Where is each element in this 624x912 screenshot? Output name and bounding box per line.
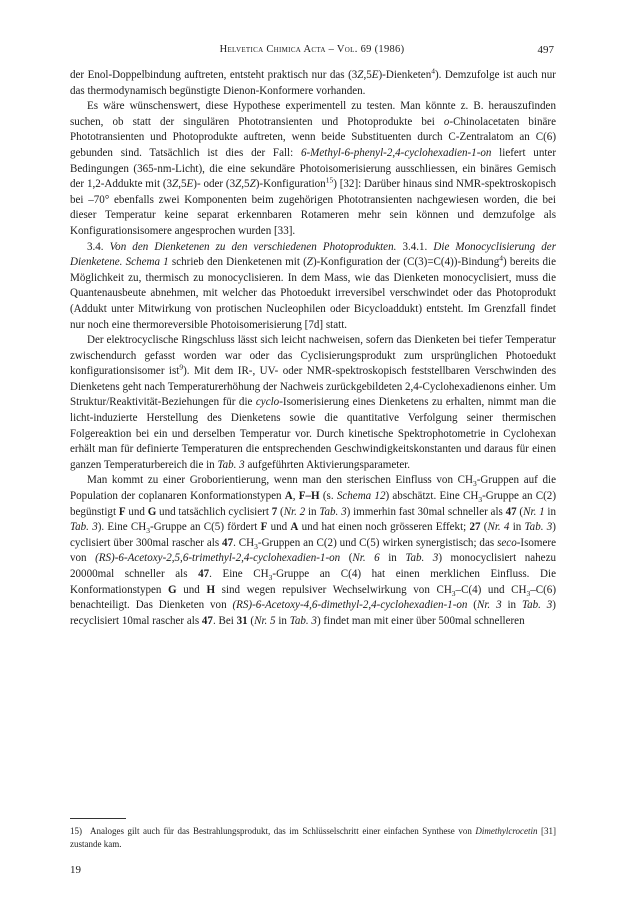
body-text — [70, 68, 556, 629]
paragraph: Es wäre wünschenswert, diese Hypothese experimentell zu testen. Man könnte z. B. herauszufinden suchen, ob statt der singulären Phototransienten und Photoprodukte bei o-Chinolacetaten binäre Phototransienten und Photoprodukte auftreten, wenn beide Substituenten durch C-Zentralatom an C(6) gebunden sind. Tatsächlich ist dies der Fall: 6-Methyl-6-phenyl-2,4-cyclohexadien-1-on liefert unter Bedingungen (365-nm-Licht), die eine sekundäre Photoisomerisierung ausschliessen, ein binäres Gemisch der 1,2-Addukte mit (3Z,5E)- oder (3Z,5Z)-Konfiguration$^{15}$) [32]: Darüber hinaus sind NMR-spektroskopisch bei –70° ebenfalls zwei Komponenten beim zugehörigen Phototransienten nachgewiesen worden, die bei dieser Temperatur keine separat erkennbaren Rotameren mehr sein können und demzufolge als Konfigurationsisomere angesprochen wurden [33]. — [70, 100, 557, 237]
page-number: 497 — [537, 44, 554, 56]
running-head: Helvetica Chimica Acta – Vol. 69 (1986) — [219, 44, 405, 55]
paragraph: Der elektrocyclische Ringschluss lässt sich leicht nachweisen, sofern das Dienketen bei tiefer Temperatur zwischendurch gefasst worden war oder das Cyclisierungsprodukt zum ursprünglichen Photoedukt konfigurationsisomer ist$^9$). Mit dem IR-, UV- oder NMR-spektroskopisch feststellbaren Verschwinden des Dienketens geht nach Temperaturerhöhung der Nachweis zurückgebildeten 2,4-Cyclohexadienons einher. Um Struktur/Reaktivität-Beziehungen für die cyclo-Isomerisierung eines Dienketens zu erhalten, nimmt man die licht-induzierte Herstellung des Dienketens sowie die quantitative Verfolgung seiner thermischen Folgereaktion bei ein und derselben Temperatur vor. Durch kinetische Spektrophotometrie in Cyclohexan erhält man für definierte Temperaturen die entsprechenden Geschwindigkeitskonstanten und daraus für einen ganzen Temperaturbereich die in Tab. 3 aufgeführten Aktivierungsparameter. — [70, 334, 557, 471]
footnote-marker: 15) — [70, 826, 82, 836]
page-header — [70, 44, 554, 58]
paragraph: der Enol-Doppelbindung auftreten, entsteht praktisch nur das (3Z,5E)-Dienketen$^4$). Demzufolge ist auch nur das thermodynamisch begünstigte Dienon-Konformere vorhanden. — [70, 66, 556, 97]
paragraph: Man kommt zu einer Groborientierung, wenn man den sterischen Einfluss von $CH_3$-Gruppen auf die Population der coplanaren Konformationstypen A, F–H (s. Schema 12) abschätzt. Eine $CH_3$-Gruppe an C(2) begünstigt F und G und tatsächlich cyclisiert 7 (Nr. 2 in Tab. 3) immerhin fast 30mal schneller als 47 (Nr. 1 in Tab. 3). Eine $CH_3$-Gruppe an C(5) fördert F und A und hat einen noch grösseren Effekt; 27 (Nr. 4 in Tab. 3) cyclisiert über 300mal rascher als 47. $CH_3$-Gruppen an C(2) und C(5) wirken synergistisch; das seco-Isomere von (RS)-6-Acetoxy-2,5,6-trimethyl-2,4-cyclohexadien-1-on (Nr. 6 in Tab. 3) monocyclisiert nahezu 20000mal schneller als 47. Eine $CH_3$-Gruppe an C(4) hat einen merklichen Einfluss. Die Konformationstypen G und H sind wegen repulsiver Wechselwirkung von $CH_3-C(4)$ und $CH_3-C(6)$ benachteiligt. Das Dienketen von (RS)-6-Acetoxy-4,6-dimethyl-2,4-cyclohexadien-1-on (Nr. 3 in Tab. 3) recyclisiert 10mal rascher als 47. Bei 31 (Nr. 5 in Tab. 3) findet man mit einer über 500mal schnelleren — [70, 474, 557, 627]
footnote — [70, 825, 556, 850]
footnote-divider — [70, 818, 126, 819]
footnote-text: Analoges gilt auch für das Bestrahlungsprodukt, das im Schlüsselschritt einer einfachen Synthese von Dimethylcrocetin [31] zustande kam. — [70, 826, 557, 849]
paragraph: 3.4. Von den Dienketenen zu den verschiedenen Photoprodukten. 3.4.1. Die Monocyclisierung der Dienketene. Schema 1 schrieb den Dienketenen mit (Z)-Konfiguration der (C(3)=C(4))-Bindung$^4$) bereits die Möglichkeit zu, thermisch zu monocyclisieren. In dem Mass, wie das Dienketen monocyclisiert, muss die Quantenausbeute abnehmen, mit welcher das Photoedukt irreversibel verschwindet oder das Photoprodukt (Addukt unter Mitwirkung von protischen Nucleophilen oder Bicycloaddukt) entsteht. Im Grenzfall findet nur noch eine thermoreversible Photoisomerisierung [7d] statt. — [70, 240, 556, 331]
signature-mark: 19 — [70, 864, 81, 876]
